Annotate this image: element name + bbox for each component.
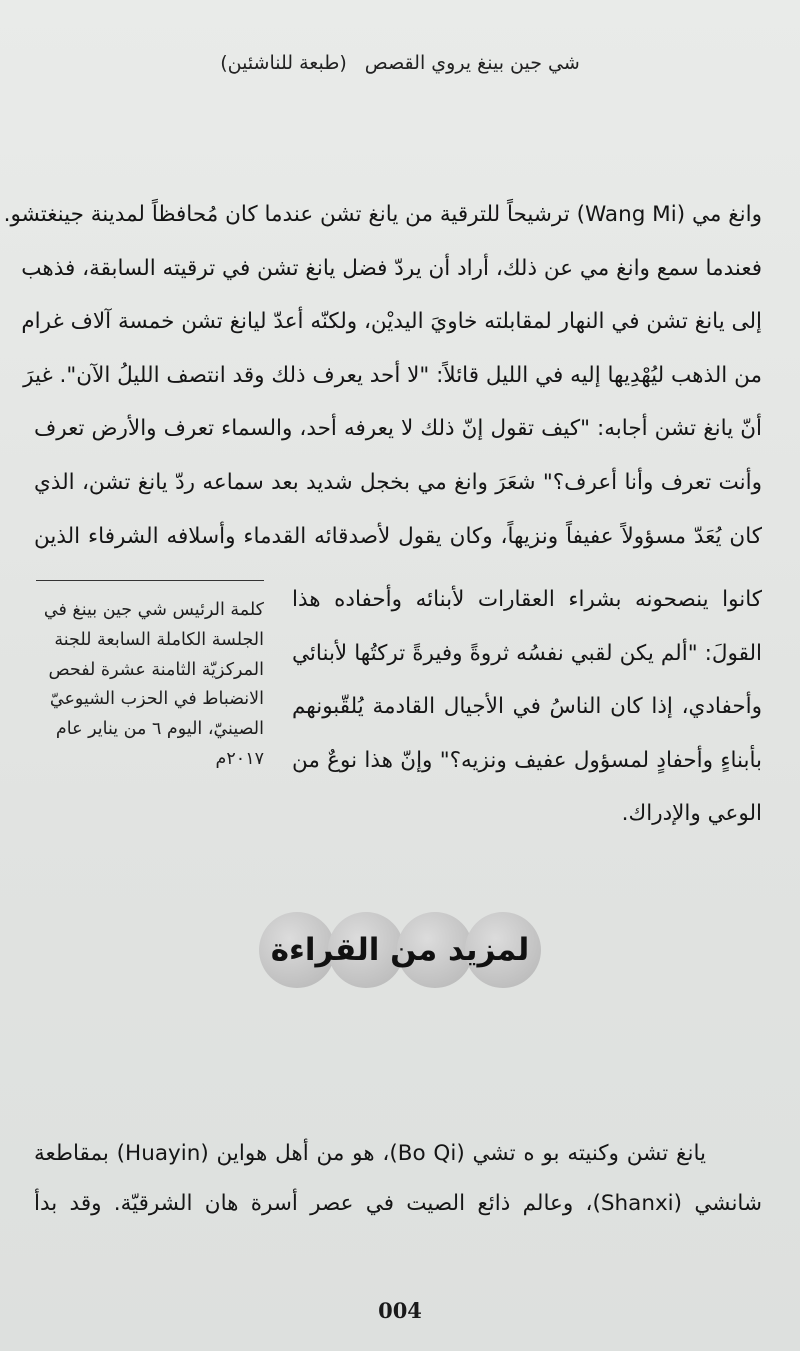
sidenote-line: ٢٠١٧م — [215, 748, 264, 769]
page-number: 004 — [378, 1298, 422, 1323]
edition-label: (طبعة للناشئين) — [220, 52, 347, 74]
sidenote-line: الجلسة الكاملة السابعة للجنة — [54, 629, 264, 650]
text-line: القولَ: "ألم يكن لقبي نفسُه ثروةً وفيرةً تركتُها لأبنائي — [292, 640, 762, 666]
main-paragraph — [3, 188, 762, 563]
text-line: وأنت تعرف وأنا أعرف؟" شعَرَ وانغ مي بخجل شديد بعد سماعه ردّ يانغ تشن، الذي — [34, 469, 762, 495]
text-line: من الذهب ليُهْدِيها إليه في الليل قائلاً: "لا أحد يعرف ذلك وقد انتصف الليلُ الآن". غيرَ — [23, 362, 762, 388]
book-title: شي جين بينغ يروي القصص — [364, 52, 580, 74]
text-line: وأحفادي، إذا كان الناسُ في الأجيال القادمة يُلقّبونهم — [292, 694, 762, 720]
sidenote — [36, 596, 264, 775]
text-line: كان يُعَدّ مسؤولاً عفيفاً ونزيهاً، وكان يقول لأصدقائه القدماء وأسلافه الشرفاء الذين — [34, 523, 762, 549]
section-title: لمزيد من القراءة — [270, 932, 530, 968]
text-line: شانشي (Shanxi)، وعالم ذائع الصيت في عصر أسرة هان الشرقيّة. وقد بدأ — [34, 1191, 762, 1216]
sidenote-line: الانضباط في الحزب الشيوعيّ — [49, 689, 264, 710]
text-line: يانغ تشن وكنيته بو ه تشي (Bo Qi)، هو من أهل هواين (Huayin) بمقاطعة — [34, 1141, 706, 1166]
text-line: وانغ مي (Wang Mi) ترشيحاً للترقية من يانغ تشن عندما كان مُحافظاً لمدينة جينغتشو. — [3, 202, 762, 227]
text-line: أنّ يانغ تشن أجابه: "كيف تقول إنّ ذلك لا يعرفه أحد، والسماء تعرف والأرض تعرف — [34, 416, 762, 442]
sidenote-line: المركزيّة الثامنة عشرة لفحص — [48, 659, 264, 680]
text-line: إلى يانغ تشن في النهار لمقابلته خاويَ اليديْن، ولكنّه أعدّ ليانغ تشن خمسة آلاف غرام — [21, 309, 762, 335]
sidenote-divider — [36, 580, 264, 581]
main-paragraph-continued — [292, 573, 762, 841]
reading-paragraph — [34, 1129, 762, 1229]
sidenote-line: الصينيّ، اليوم ٦ من يناير عام — [55, 719, 264, 740]
sidenote-line: كلمة الرئيس شي جين بينغ في — [43, 600, 264, 620]
text-line: فعندما سمع وانغ مي عن ذلك، أراد أن يردّ فضل يانغ تشن في ترقيته السابقة، فذهب — [21, 255, 762, 281]
text-line: بأبناءٍ وأحفادٍ لمسؤول عفيف ونزيه؟" وإنّ هذا نوعٌ من — [292, 747, 762, 773]
section-heading-badge — [259, 905, 541, 995]
text-line: الوعي والإدراك. — [621, 801, 762, 827]
running-header — [0, 52, 800, 74]
text-line: كانوا ينصحونه بشراء العقارات لأبنائه وأحفاده هذا — [292, 587, 762, 612]
